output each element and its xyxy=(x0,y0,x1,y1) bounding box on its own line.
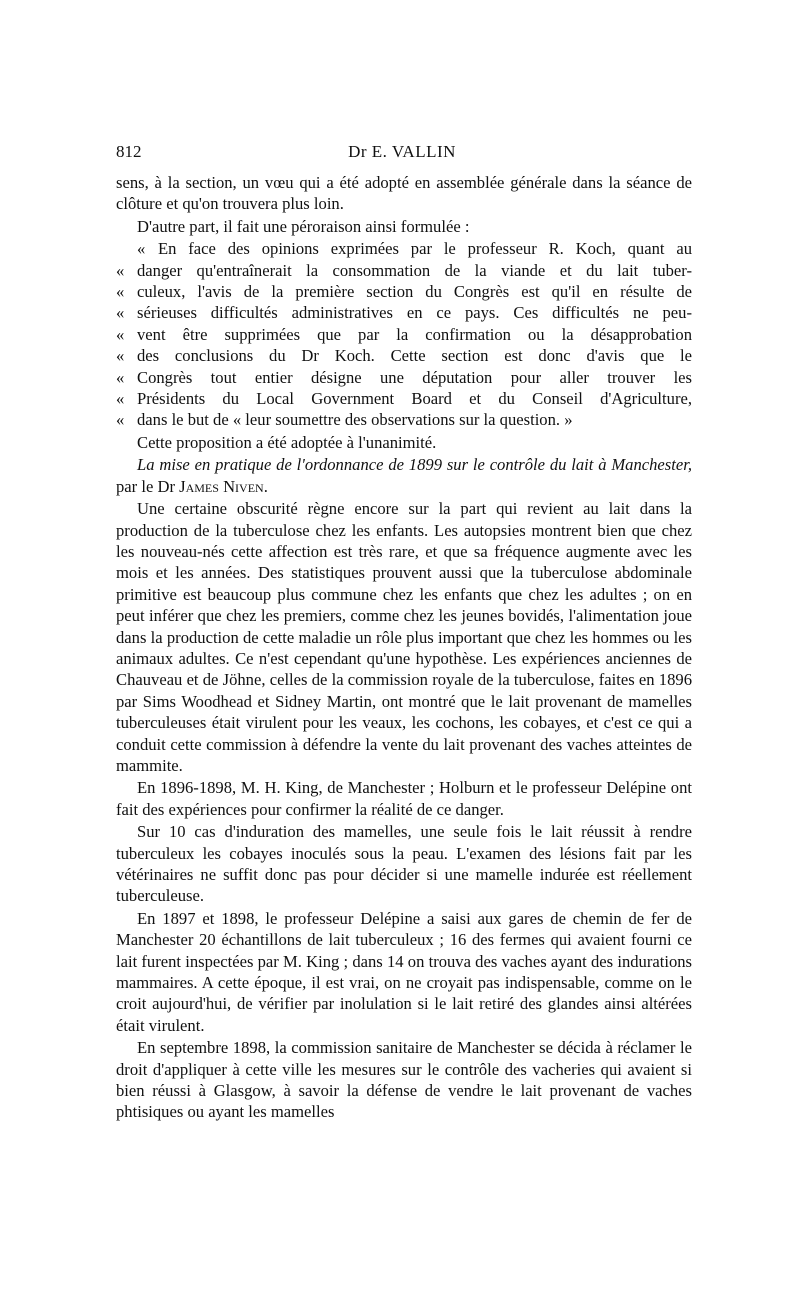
paragraph: Cette proposition a été adoptée à l'unanimité. xyxy=(137,432,437,452)
paragraph: En 1896-1898, M. H. King, de Manchester ; Holburn et le professeur Delépine ont fait des expériences pour confirmer la réalité de ce danger. xyxy=(116,778,692,819)
page-number: 812 xyxy=(116,142,142,161)
paragraph-continued: sens, à la section, un vœu qui a été adopté en assemblée générale dans la séance de clôture et qu'on trouvera plus loin. xyxy=(116,173,692,214)
section-title-italic: La mise en pratique de l'ordonnance de 1899 sur le contrôle du lait à Manchester, xyxy=(137,455,692,475)
paragraph: En septembre 1898, la commission sanitaire de Manchester se décida à réclamer le droit d'appliquer à cette ville les mesures sur le contrôle des vacheries qui avaient si bien réussi à Glasgow, à savoir la défense de vendre le lait provenant de vaches phtisiques ou ayant les mamelles xyxy=(116,1038,692,1122)
paragraph: En 1897 et 1898, le professeur Delépine a saisi aux gares de chemin de fer de Manchester 20 échantillons de lait tuberculeux ; 16 des fermes qui avaient fourni ce lait furent inspectées par M. King ; dans 14 on trouva des vaches ayant des indurations mammaires. A cette époque, il est vrai, on ne croyait pas indispensable, comme on le croit aujourd'hui, de vérifier par inolulation si le lait retiré des glandes ainsi altérées était virulent. xyxy=(116,908,692,1035)
section-title xyxy=(116,454,692,497)
paragraph: D'autre part, il fait une péroraison ainsi formulée : xyxy=(137,216,470,236)
block-quote xyxy=(116,238,692,431)
section-title-author: James Niven. xyxy=(179,476,268,496)
paragraph: Une certaine obscurité règne encore sur la part qui revient au lait dans la production de la tuberculose chez les enfants. Les autopsies montrent bien que chez les nouveau-nés cette affection est très rare, et que sa fréquence augmente avec les mois et les années. Des statistiques prouvent aussi que la tuberculose abdominale primitive est beaucoup plus commune chez les enfants que chez les adultes ; on en peut inférer que chez les premiers, comme chez les jeunes bovidés, l'alimentation joue dans la production de cette maladie un rôle plus important que chez les hommes ou les animaux adultes. Ce n'est cependant qu'une hypothèse. Les expériences anciennes de Chauveau et de Jöhne, celles de la commission royale de la tuberculose, faites en 1896 par Sims Woodhead et Sidney Martin, ont montré que le lait provenant de mamelles tuberculeuses était virulent pour les veaux, les cochons, les cobayes, et c'est ce qui a conduit cette commission à défendre la vente du lait provenant des vaches atteintes de mammite. xyxy=(116,499,692,775)
paragraph: Sur 10 cas d'induration des mamelles, une seule fois le lait réussit à rendre tuberculeux les cobayes inoculés sous la peau. L'examen des lésions fait par les vétérinaires ne suffit donc pas pour décider si une mamelle indurée est réellement tuberculeuse. xyxy=(116,822,692,906)
quote-line: « culeux, l'avis de la première section du Congrès est qu'il en résulte de xyxy=(116,282,692,302)
quote-line: « danger qu'entraînerait la consommation de la viande et du lait tuber- xyxy=(116,260,692,280)
page-header xyxy=(116,142,688,166)
section-title-author-prefix: par le Dr xyxy=(116,476,180,496)
quote-line: « des conclusions du Dr Koch. Cette section est donc d'avis que le xyxy=(116,346,692,366)
quote-line: « En face des opinions exprimées par le professeur R. Koch, quant au xyxy=(137,239,692,259)
quote-line: « Congrès tout entier désigne une députation pour aller trouver les xyxy=(116,367,692,387)
body-text xyxy=(116,172,692,1124)
quote-line: « sérieuses difficultés administratives en ce pays. Ces difficultés ne peu- xyxy=(116,303,692,323)
quote-line: « dans le but de « leur soumettre des observations sur la question. » xyxy=(116,410,573,430)
running-title: Dr E. VALLIN xyxy=(348,142,456,161)
quote-line: « vent être supprimées que par la confirmation ou la désapprobation xyxy=(116,324,692,344)
quote-line: « Présidents du Local Government Board et du Conseil d'Agriculture, xyxy=(116,389,692,409)
